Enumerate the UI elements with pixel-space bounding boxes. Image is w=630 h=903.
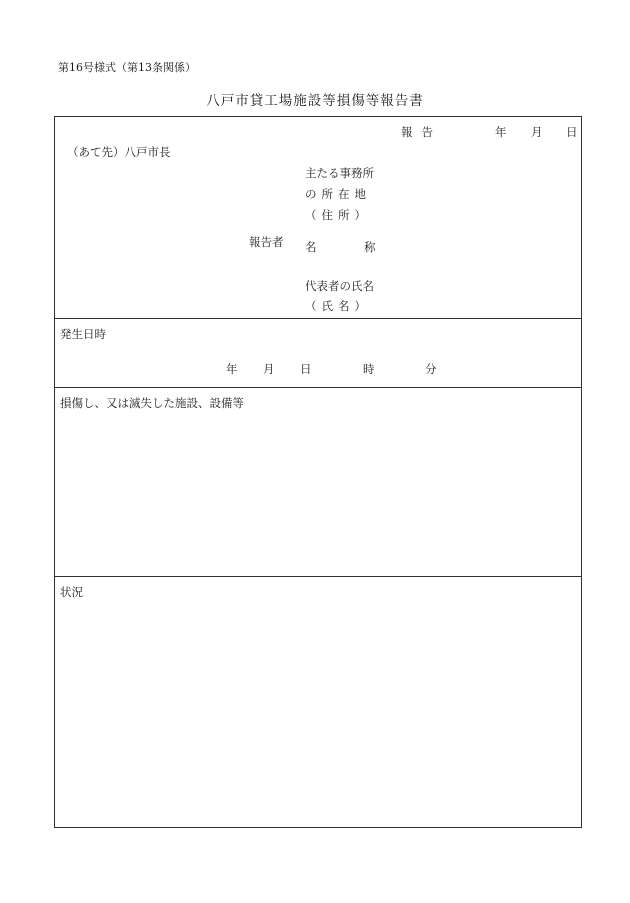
addressee: （あて先）八戸市長 [67, 145, 171, 159]
occurrence-minute-label: 分 [425, 362, 437, 376]
occurrence-month-label: 月 [263, 362, 275, 376]
page-title: 八戸市貸工場施設等損傷等報告書 [206, 93, 424, 109]
representative-label-1: 代表者の氏名 [305, 279, 374, 293]
report-form [54, 116, 582, 828]
date-day-label: 日 [566, 125, 578, 139]
office-address-label-3: （住所） [305, 208, 371, 222]
date-month-label: 月 [531, 125, 543, 139]
divider-line [55, 576, 581, 577]
divider-line [55, 387, 581, 388]
divider-line [55, 318, 581, 319]
occurrence-hour-label: 時 [363, 362, 375, 376]
status-label: 状況 [60, 585, 83, 599]
occurrence-label: 発生日時 [60, 327, 106, 341]
damaged-facilities-label: 損傷し、又は滅失した施設、設備等 [60, 396, 244, 410]
office-address-label-2: の所在地 [305, 187, 371, 201]
date-year-label: 年 [495, 125, 507, 139]
name-label: 名 称 [305, 240, 394, 254]
occurrence-day-label: 日 [300, 362, 312, 376]
form-number: 第16号様式（第13条関係） [58, 61, 196, 74]
occurrence-year-label: 年 [226, 362, 238, 376]
office-address-label-1: 主たる事務所 [305, 166, 374, 180]
representative-label-2: （氏名） [305, 299, 371, 313]
reporter-label: 報告者 [249, 235, 284, 249]
report-label: 報告 [401, 125, 442, 139]
